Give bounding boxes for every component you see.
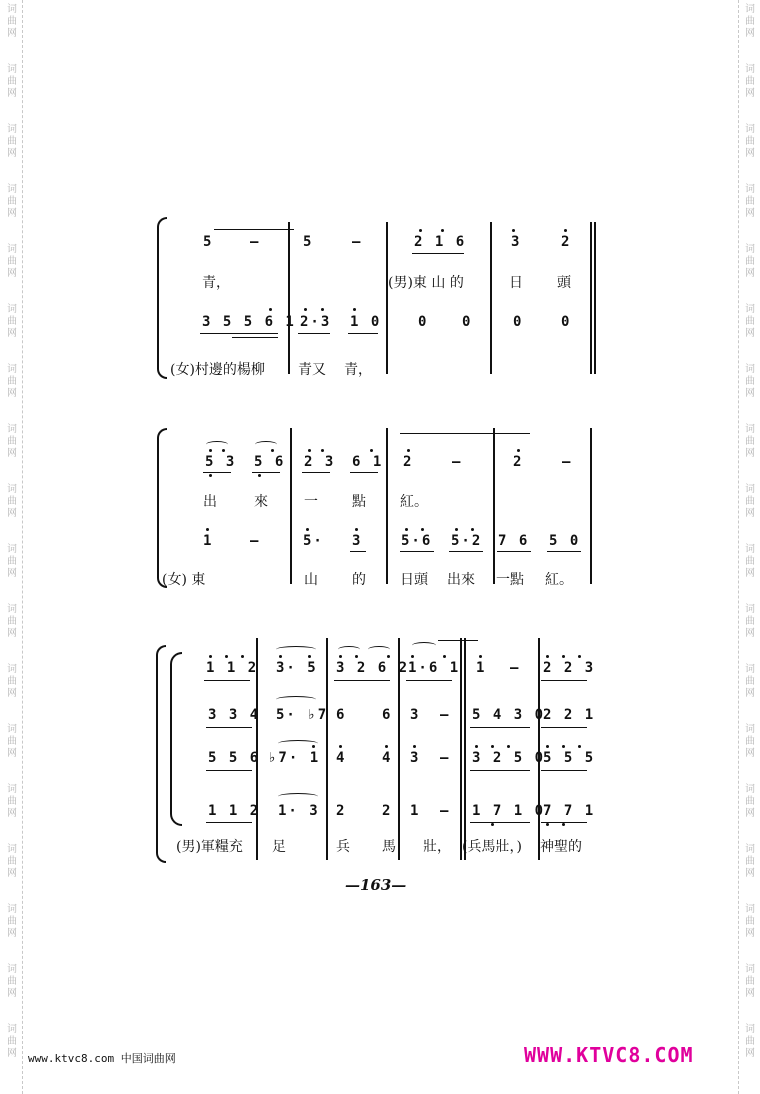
watermark-text: 词 曲 网 xyxy=(7,64,17,99)
octave-dot xyxy=(209,449,212,452)
note: 0 xyxy=(513,314,524,330)
octave-dot xyxy=(471,528,474,531)
watermark-text: 词 曲 网 xyxy=(7,904,17,939)
note: — xyxy=(510,660,521,676)
watermark-text: 词 曲 网 xyxy=(7,544,17,579)
lyric: 青， xyxy=(344,362,372,378)
note: 4 xyxy=(336,750,347,766)
lyric: 的 xyxy=(352,572,366,588)
watermark-text: 词 曲 网 xyxy=(7,1024,17,1059)
note: 1 xyxy=(203,533,214,549)
note: 5 6 xyxy=(254,454,286,470)
lyric: 山 xyxy=(304,572,318,588)
note: ♭7· 1 xyxy=(268,750,321,766)
note: 6 xyxy=(382,707,393,723)
note: 2 xyxy=(561,234,572,250)
barline xyxy=(290,428,292,584)
note: 1·6 1 xyxy=(408,660,461,676)
lyric: 壯， xyxy=(423,839,451,855)
note: 2·3 xyxy=(300,314,332,330)
watermark-text: 词 曲 网 xyxy=(745,724,755,759)
right-margin-line xyxy=(738,0,739,1094)
underline xyxy=(206,770,252,771)
lyric: 日 xyxy=(509,275,523,291)
underline xyxy=(252,472,280,473)
underline xyxy=(449,551,483,552)
lyric: 出 xyxy=(203,494,217,510)
footer-site-text: www.ktvc8.com 中国词曲网 xyxy=(28,1052,176,1065)
underline xyxy=(541,680,587,681)
octave-dot xyxy=(308,449,311,452)
octave-dot xyxy=(304,308,307,311)
note: 5· xyxy=(303,533,324,549)
barline xyxy=(288,222,290,374)
watermark-text: 词 曲 网 xyxy=(745,364,755,399)
underline xyxy=(541,727,587,728)
note: 5·6 xyxy=(401,533,433,549)
lyric: 一點 xyxy=(496,572,524,588)
system-3-outer-bracket xyxy=(156,645,166,863)
octave-dot xyxy=(271,449,274,452)
note: 5 5 6 xyxy=(208,750,261,766)
watermark-text: 词 曲 网 xyxy=(745,904,755,939)
watermark-text: 词 曲 网 xyxy=(7,604,17,639)
slur xyxy=(206,441,228,448)
barline xyxy=(493,428,495,584)
watermark-text: 词 曲 网 xyxy=(7,484,17,519)
octave-dot xyxy=(321,308,324,311)
note: — xyxy=(440,803,451,819)
watermark-text: 词 曲 网 xyxy=(7,364,17,399)
note: 1 xyxy=(410,803,421,819)
watermark-text: 词 曲 网 xyxy=(745,4,755,39)
lyric: (兵馬壯，) xyxy=(462,839,522,855)
barline xyxy=(490,222,492,374)
underline xyxy=(470,770,530,771)
tie xyxy=(400,433,530,434)
note: — xyxy=(440,750,451,766)
underline xyxy=(232,337,278,338)
barline xyxy=(386,222,388,374)
octave-dot xyxy=(355,528,358,531)
slur xyxy=(255,441,277,448)
barline xyxy=(590,428,592,584)
underline xyxy=(206,822,252,823)
octave-dot xyxy=(475,745,478,748)
barline xyxy=(464,638,466,860)
note: 0 xyxy=(418,314,429,330)
underline xyxy=(334,680,390,681)
underline xyxy=(348,333,378,334)
octave-dot xyxy=(578,745,581,748)
note: 1 xyxy=(476,660,487,676)
octave-dot xyxy=(405,528,408,531)
lyric: 紅。 xyxy=(400,494,428,510)
octave-dot xyxy=(339,745,342,748)
lyric: 足 xyxy=(272,839,286,855)
underline xyxy=(541,822,587,823)
octave-dot xyxy=(209,655,212,658)
octave-dot xyxy=(312,745,315,748)
watermark-text: 词 曲 网 xyxy=(7,304,17,339)
note: 3 xyxy=(352,533,363,549)
watermark-text: 词 曲 网 xyxy=(745,64,755,99)
watermark-text: 词 曲 网 xyxy=(7,124,17,159)
footer-logo-text: WWW.KTVC8.COM xyxy=(524,1043,694,1067)
barline xyxy=(538,638,540,860)
slur xyxy=(338,646,360,653)
octave-dot xyxy=(225,655,228,658)
note: 3 xyxy=(410,750,421,766)
system-3-inner-brace xyxy=(170,652,182,826)
note: 3· 5 xyxy=(276,660,318,676)
note: — xyxy=(452,454,463,470)
lyric: 點 xyxy=(352,494,366,510)
watermark-text: 词 曲 网 xyxy=(745,784,755,819)
watermark-text: 词 曲 网 xyxy=(745,604,755,639)
lyric: 出來 xyxy=(447,572,475,588)
octave-dot xyxy=(443,655,446,658)
lyric: (男)軍糧充 xyxy=(176,839,243,855)
note: 2 3 xyxy=(304,454,336,470)
underline xyxy=(412,253,464,254)
lyric: (女)村邊的楊柳 xyxy=(170,362,265,378)
note: 5· ♭7 xyxy=(276,707,329,723)
watermark-text: 词 曲 网 xyxy=(7,964,17,999)
note: 4 xyxy=(382,750,393,766)
octave-dot xyxy=(546,655,549,658)
octave-dot xyxy=(455,528,458,531)
barline xyxy=(326,638,328,860)
octave-dot xyxy=(339,655,342,658)
watermark-text: 词 曲 网 xyxy=(745,544,755,579)
octave-dot xyxy=(279,655,282,658)
note: 3 xyxy=(511,234,522,250)
note: 1 1 2 xyxy=(206,660,259,676)
underline xyxy=(541,770,587,771)
lyric: 來 xyxy=(254,494,268,510)
note: — xyxy=(562,454,573,470)
watermark-text: 词 曲 网 xyxy=(7,424,17,459)
underline xyxy=(204,680,250,681)
octave-dot xyxy=(507,745,510,748)
watermark-text: 词 曲 网 xyxy=(745,484,755,519)
lyric: (男)東 山 的 xyxy=(388,275,464,291)
watermark-text: 词 曲 网 xyxy=(745,844,755,879)
note: 2 xyxy=(336,803,347,819)
watermark-text: 词 曲 网 xyxy=(7,784,17,819)
note: 3 5 5 6 1 xyxy=(202,314,296,330)
lyric: 頭 xyxy=(557,275,571,291)
underline xyxy=(547,551,581,552)
tie xyxy=(438,640,478,641)
note: 2 xyxy=(382,803,393,819)
watermark-text: 词 曲 网 xyxy=(7,664,17,699)
octave-dot xyxy=(546,823,549,826)
watermark-text: 词 曲 网 xyxy=(7,4,17,39)
note: 3 2 6 2 xyxy=(336,660,410,676)
watermark-text: 词 曲 网 xyxy=(745,304,755,339)
lyric: 兵 xyxy=(336,839,350,855)
watermark-text: 词 曲 网 xyxy=(7,244,17,279)
octave-dot xyxy=(241,655,244,658)
note: — xyxy=(352,234,363,250)
underline xyxy=(203,472,231,473)
underline xyxy=(302,472,330,473)
note: 3 2 5 0 xyxy=(472,750,546,766)
octave-dot xyxy=(222,449,225,452)
note: 0 xyxy=(462,314,473,330)
octave-dot xyxy=(387,655,390,658)
note: 5 xyxy=(203,234,214,250)
octave-dot xyxy=(370,449,373,452)
underline xyxy=(200,333,278,334)
note: 5 0 xyxy=(549,533,581,549)
underline xyxy=(206,727,252,728)
system-2-bracket xyxy=(157,428,167,588)
note: — xyxy=(250,234,261,250)
note: 5 xyxy=(303,234,314,250)
underline xyxy=(470,727,530,728)
octave-dot xyxy=(355,655,358,658)
note: 5·2 xyxy=(451,533,483,549)
barline xyxy=(594,222,596,374)
octave-dot xyxy=(269,308,272,311)
lyric: 神聖的 xyxy=(540,839,582,855)
octave-dot xyxy=(407,449,410,452)
note: — xyxy=(440,707,451,723)
octave-dot xyxy=(562,823,565,826)
underline xyxy=(298,333,330,334)
note: 3 3 4 xyxy=(208,707,261,723)
barline xyxy=(590,222,592,374)
note: 7 7 1 xyxy=(543,803,596,819)
octave-dot xyxy=(385,745,388,748)
watermark-text: 词 曲 网 xyxy=(7,184,17,219)
slur xyxy=(276,646,316,653)
note: 2 2 1 xyxy=(543,707,596,723)
octave-dot xyxy=(308,655,311,658)
watermark-text: 词 曲 网 xyxy=(745,1024,755,1059)
note: 1· 3 xyxy=(278,803,320,819)
note: 3 xyxy=(410,707,421,723)
octave-dot xyxy=(562,655,565,658)
octave-dot xyxy=(512,229,515,232)
octave-dot xyxy=(441,229,444,232)
note: 2 1 6 xyxy=(414,234,467,250)
watermark-text: 词 曲 网 xyxy=(7,724,17,759)
note: 2 2 3 xyxy=(543,660,596,676)
watermark-text: 词 曲 网 xyxy=(7,844,17,879)
lyric: 紅。 xyxy=(545,572,573,588)
slur xyxy=(412,642,436,649)
watermark-text: 词 曲 网 xyxy=(745,964,755,999)
page-number: —163— xyxy=(345,876,407,894)
watermark-text: 词 曲 网 xyxy=(745,184,755,219)
slur xyxy=(276,696,316,703)
octave-dot xyxy=(421,528,424,531)
octave-dot xyxy=(578,655,581,658)
octave-dot xyxy=(209,474,212,477)
octave-dot xyxy=(491,745,494,748)
barline xyxy=(386,428,388,584)
note: 1 0 xyxy=(350,314,382,330)
octave-dot xyxy=(546,745,549,748)
octave-dot xyxy=(564,229,567,232)
note: 1 7 1 0 xyxy=(472,803,546,819)
underline xyxy=(406,680,452,681)
note: 6 xyxy=(336,707,347,723)
lyric: 馬 xyxy=(382,839,396,855)
note: — xyxy=(250,533,261,549)
note: 7 6 xyxy=(498,533,530,549)
note: 1 1 2 xyxy=(208,803,261,819)
octave-dot xyxy=(306,528,309,531)
underline xyxy=(470,822,530,823)
slur xyxy=(278,793,318,800)
octave-dot xyxy=(413,745,416,748)
lyric: 一 xyxy=(304,494,318,510)
octave-dot xyxy=(258,474,261,477)
octave-dot xyxy=(517,449,520,452)
octave-dot xyxy=(491,823,494,826)
slur xyxy=(368,646,390,653)
octave-dot xyxy=(353,308,356,311)
watermark-text: 词 曲 网 xyxy=(745,244,755,279)
underline xyxy=(350,551,366,552)
underline xyxy=(350,472,378,473)
tie xyxy=(214,229,294,230)
watermark-text: 词 曲 网 xyxy=(745,124,755,159)
note: 0 xyxy=(561,314,572,330)
note: 5 4 3 0 xyxy=(472,707,546,723)
note: 5 3 xyxy=(205,454,237,470)
octave-dot xyxy=(206,528,209,531)
lyric: (女) 東 xyxy=(162,572,206,588)
lyric: 青又 xyxy=(298,362,326,378)
octave-dot xyxy=(419,229,422,232)
note: 6 1 xyxy=(352,454,384,470)
lyric: 日頭 xyxy=(400,572,428,588)
note: 2 xyxy=(513,454,524,470)
underline xyxy=(400,551,434,552)
octave-dot xyxy=(479,655,482,658)
left-margin-line xyxy=(22,0,23,1094)
watermark-text: 词 曲 网 xyxy=(745,424,755,459)
note: 2 xyxy=(403,454,414,470)
system-1-bracket xyxy=(157,217,167,379)
octave-dot xyxy=(411,655,414,658)
underline xyxy=(497,551,531,552)
octave-dot xyxy=(562,745,565,748)
barline xyxy=(460,638,462,860)
note: 5 5 5 xyxy=(543,750,596,766)
octave-dot xyxy=(321,449,324,452)
lyric: 青， xyxy=(202,275,230,291)
watermark-text: 词 曲 网 xyxy=(745,664,755,699)
